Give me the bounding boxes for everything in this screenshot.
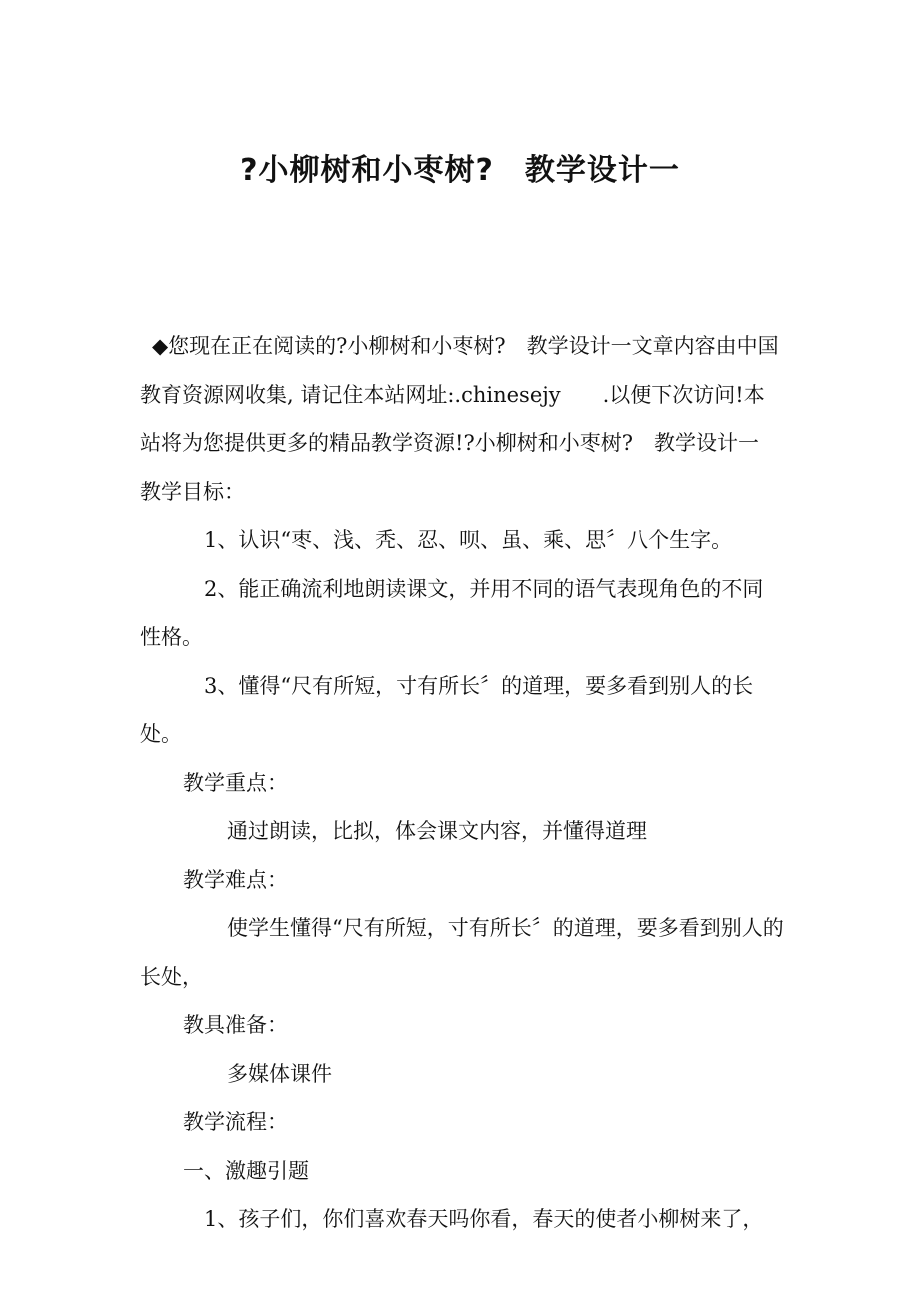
difficulty-text: 使学生懂得“尺有所短，寸有所长〞的道理，要多看到别人的长处， (140, 916, 784, 989)
process-heading: 教学流程： (183, 1110, 288, 1134)
document-body (140, 322, 784, 1244)
goal-item-1: 1、认识“枣、浅、秃、忍、呗、虽、乘、思〞八个生字。 (204, 528, 733, 552)
goal-item-2: 2、能正确流利地朗读课文，并用不同的语气表现角色的不同性格。 (140, 576, 764, 649)
tools-heading: 教具准备： (183, 1013, 288, 1037)
intro-paragraph: ◆您现在正在阅读的?小柳树和小枣树? 教学设计一文章内容由中国教育资源网收集, 请记住本站网址:.chinesejy .以便下次访问!本站将为您提供更多的精品教学资源!?小柳树和小枣树? 教学设计一 (140, 334, 779, 455)
goals-heading: 教学目标： (140, 479, 245, 504)
focus-text: 通过朗读，比拟，体会课文内容，并懂得道理 (227, 819, 647, 843)
goal-item-3: 3、懂得“尺有所短，寸有所长〞的道理，要多看到别人的长处。 (140, 673, 754, 746)
tools-text: 多媒体课件 (227, 1061, 332, 1086)
step-item-1: 1、孩子们，你们喜欢春天吗你看，春天的使者小柳树来了， (204, 1207, 764, 1231)
section-heading-1: 一、激趣引题 (183, 1158, 309, 1183)
document-title: ?小柳树和小枣树? 教学设计一 (240, 153, 680, 188)
difficulty-heading: 教学难点： (183, 867, 288, 892)
focus-heading: 教学重点： (183, 770, 288, 795)
